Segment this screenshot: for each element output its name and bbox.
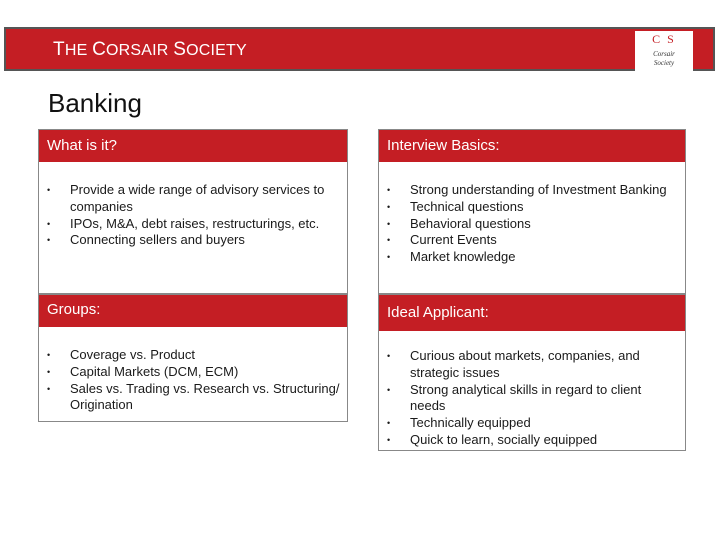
interview-basics-heading: Interview Basics:: [379, 130, 685, 162]
list-item-text: Quick to learn, socially equipped: [410, 431, 598, 447]
list-item-text: Connecting sellers and buyers: [70, 232, 245, 248]
ideal-applicant-box: [378, 294, 686, 451]
list-item: [39, 182, 347, 216]
logo-text-line-2: Society: [653, 59, 675, 67]
bullet-icon: •: [387, 218, 391, 229]
bullet-icon: •: [47, 185, 51, 195]
bullet-icon: •: [47, 218, 51, 229]
list-item-text: Market knowledge: [410, 249, 516, 265]
bullet-icon: •: [47, 235, 51, 246]
list-item: [379, 432, 685, 449]
list-item-text: Coverage vs. Product: [70, 347, 196, 362]
list-item: [379, 415, 685, 432]
bullet-icon: •: [387, 351, 391, 361]
title-initial: T: [53, 39, 65, 60]
list-item-text: Strong understanding of Investment Banking: [410, 182, 667, 197]
title-part: OCIETY: [186, 42, 247, 59]
groups-heading: Groups:: [39, 295, 347, 327]
title-initial: S: [173, 39, 187, 60]
list-item: [379, 232, 685, 249]
society-logo: [635, 31, 693, 73]
list-item-text: Sales vs. Trading vs. Research vs. Structuring/ Origination: [70, 380, 340, 413]
bullet-icon: •: [387, 235, 391, 246]
logo-text-line-1: Corsair: [653, 50, 675, 58]
list-item: [39, 381, 347, 415]
title-initial: C: [92, 39, 107, 60]
bullet-icon: •: [47, 366, 51, 377]
title-banner: [4, 27, 715, 71]
bullet-icon: •: [387, 201, 391, 212]
bullet-icon: •: [47, 383, 51, 394]
society-title: [53, 39, 247, 61]
list-item: [379, 382, 685, 416]
what-is-it-heading: What is it?: [39, 130, 347, 162]
list-item: [39, 364, 347, 381]
list-item-text: Behavioral questions: [410, 215, 531, 231]
list-item: [39, 216, 347, 233]
list-item-text: Current Events: [410, 232, 497, 248]
bullet-icon: •: [387, 384, 391, 395]
list-item-text: Curious about markets, companies, and strategic issues: [410, 348, 640, 380]
list-item-text: Capital Markets (DCM, ECM): [70, 363, 239, 379]
list-item-text: Technical questions: [410, 198, 524, 214]
what-is-it-list: [39, 182, 347, 249]
list-item-text: Provide a wide range of advisory services to companies: [70, 182, 325, 214]
list-item-text: IPOs, M&A, debt raises, restructurings, etc.: [70, 215, 320, 231]
list-item: [379, 199, 685, 216]
ideal-applicant-heading: Ideal Applicant:: [379, 295, 685, 331]
groups-box: [38, 294, 348, 422]
interview-basics-list: [379, 182, 685, 266]
bullet-icon: •: [387, 418, 391, 429]
groups-list: [39, 347, 347, 414]
title-part: HE: [64, 42, 93, 59]
list-item: [379, 216, 685, 233]
ideal-applicant-list: [379, 348, 685, 449]
page-title: Banking: [48, 88, 142, 118]
list-item-text: Strong analytical skills in regard to client needs: [410, 381, 642, 414]
list-item: [379, 348, 685, 382]
bullet-icon: •: [47, 350, 51, 360]
what-is-it-box: [38, 129, 348, 294]
list-item: [379, 249, 685, 266]
interview-basics-box: [378, 129, 686, 294]
bullet-icon: •: [387, 185, 391, 195]
logo-mark: C S: [652, 32, 676, 46]
list-item: [379, 182, 685, 199]
list-item: [39, 232, 347, 249]
list-item-text: Technically equipped: [410, 415, 531, 431]
bullet-icon: •: [387, 252, 391, 263]
list-item: [39, 347, 347, 364]
bullet-icon: •: [387, 434, 391, 445]
title-part: ORSAIR: [106, 42, 174, 59]
